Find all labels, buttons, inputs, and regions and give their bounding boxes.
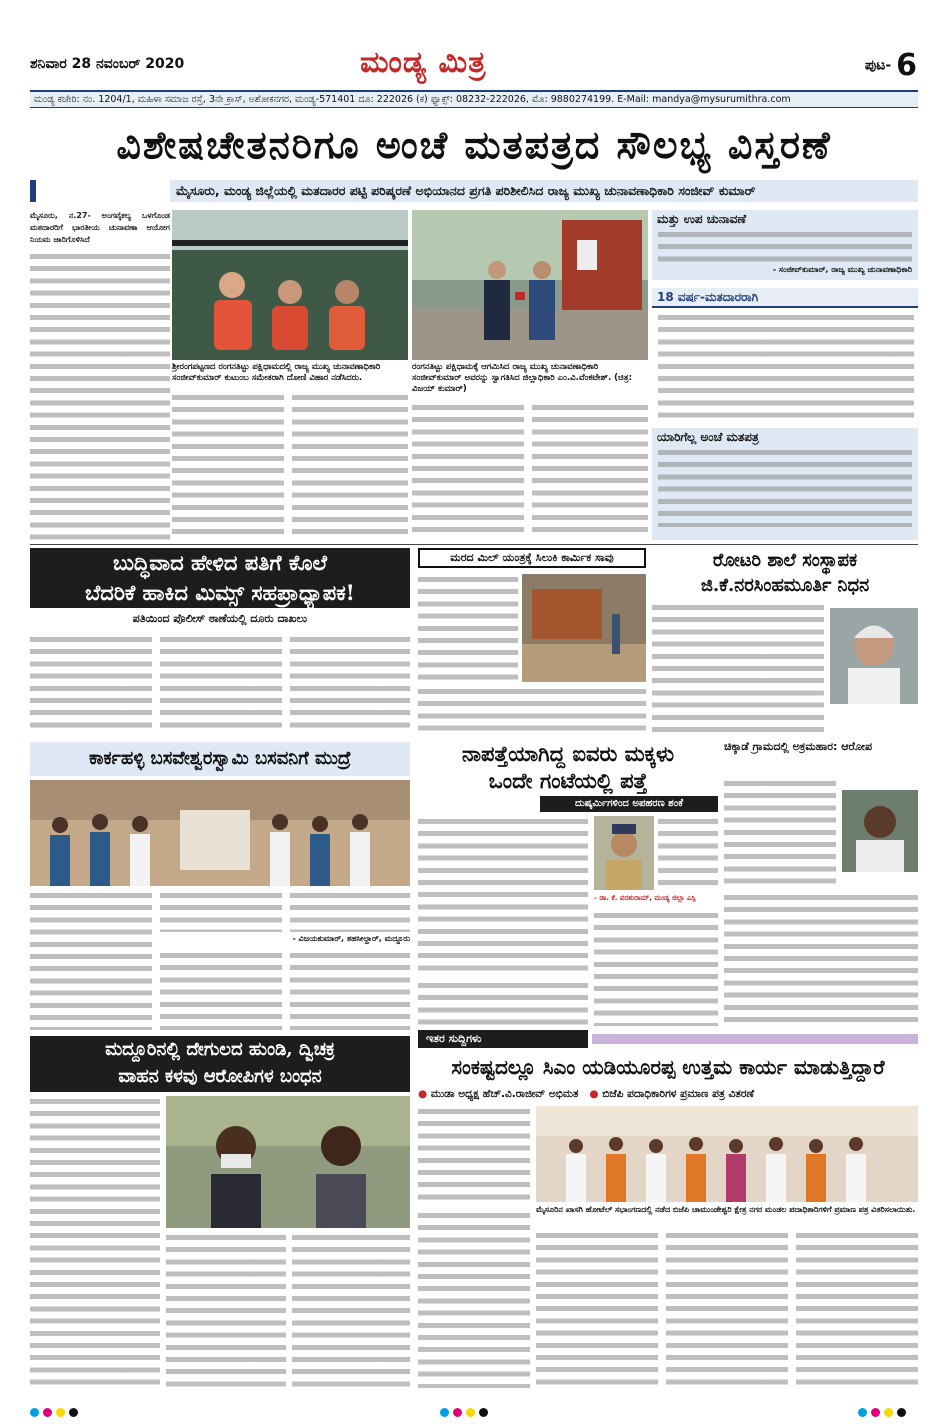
cm-body-col4 bbox=[666, 1230, 788, 1388]
temple-headline-line2: ವಾಹನ ಕಳವು ಆರೋಪಿಗಳ ಬಂಧನ bbox=[118, 1066, 322, 1087]
postal-ballot-title: ಯಾರಿಗೆಲ್ಲ ಅಂಚೆ ಮತಪತ್ರ bbox=[657, 430, 759, 444]
lead-body-column-1 bbox=[30, 210, 170, 540]
threat-subhead: ಪತಿಯಿಂದ ಪೊಲೀಸ್ ಠಾಣೆಯಲ್ಲಿ ದೂರು ದಾಖಲು bbox=[132, 612, 308, 625]
missing-body-col3 bbox=[418, 980, 588, 1026]
registration-marks-right bbox=[858, 1402, 910, 1421]
accused-photo-image bbox=[166, 1096, 410, 1228]
cm-body-col5 bbox=[796, 1230, 918, 1388]
by-election-title: ಮತ್ತು ಉಪ ಚುನಾವಣೆ bbox=[657, 212, 747, 226]
rotary-headline-line1: ರೋಟರಿ ಶಾಲೆ ಸಂಸ್ಥಾಪಕ bbox=[712, 550, 858, 571]
rotary-headline-line2: ಜಿ.ಕೆ.ನರಸಿಂಹಮೂರ್ತಿ ನಿಧನ bbox=[700, 575, 870, 596]
welcome-photo-image bbox=[412, 210, 648, 360]
cm-photo-caption: ಮೈಸೂರಿನ ಖಾಸಗಿ ಹೋಟೆಲ್ ಸಭಾಂಗಣದಲ್ಲಿ ನಡೆದ ಬಿಜೆಪಿ ಚಾಮುಂಡೇಶ್ವರಿ ಕ್ಷೇತ್ರ ನಗರ ಮಂಡಲ ಪದಾಧಿಕಾರಿಗಳಿಗೆ ಪ್ರಮಾಣ ಪತ್ರ ವಿತರಿಸಲಾಯಿತು. bbox=[536, 1205, 916, 1214]
page-number bbox=[865, 48, 917, 83]
subhead-marker bbox=[30, 180, 165, 202]
sp-portrait bbox=[594, 816, 654, 890]
page-label: ಪುಟ- bbox=[864, 57, 892, 74]
cm-subheads bbox=[418, 1086, 918, 1102]
mill-body-col1 bbox=[418, 574, 518, 682]
basava-body-col2 bbox=[160, 890, 282, 932]
cm-subhead-1: ಮುಡಾ ಅಧ್ಯಕ್ಷ ಹೆಚ್.ವಿ.ರಾಜೀವ್ ಅಭಿಮತ bbox=[430, 1088, 579, 1100]
by-election-box bbox=[652, 210, 918, 280]
basava-photo-image bbox=[30, 780, 410, 886]
lead-subhead: ಮೈಸೂರು, ಮಂಡ್ಯ ಜಿಲ್ಲೆಯಲ್ಲಿ ಮತದಾರರ ಪಟ್ಟಿ ಪರಿಷ್ಕರಣೆ ಅಭಿಯಾನದ ಪ್ರಗತಿ ಪರಿಶೀಲಿಸಿದ ರಾಜ್ಯ ಮುಖ್ಯ ಚುನಾವಣಾಧಿಕಾರಿ ಸಂಜೀವ್ ಕುಮಾರ್ bbox=[170, 180, 918, 202]
threat-body-col2 bbox=[160, 634, 282, 734]
lead-dateline: ಮೈಸೂರು, ನ.27- ಅಂಗವೈಕಲ್ಯ ಒಳಗೊಂಡ ಮತದಾರರಿಗೆ ಭಾರತೀಯ ಚುನಾವಣಾ ಆಯೋಗ ನಿಯಮ ಜಾರಿಗೊಳಿಸಿದೆ bbox=[30, 211, 170, 245]
temple-body-col2 bbox=[166, 1232, 286, 1388]
bullet-icon: ● bbox=[589, 1088, 599, 1100]
cm-subhead-2: ಬಿಜೆಪಿ ಪದಾಧಿಕಾರಿಗಳ ಪ್ರಮಾಣ ಪತ್ರ ವಿತರಣೆ bbox=[602, 1088, 755, 1100]
chikkade-body-col2 bbox=[724, 892, 918, 1026]
newspaper-logo: ಮಂಡ್ಯ ಮಿತ್ರ bbox=[360, 45, 487, 80]
rotary-headline-block bbox=[652, 548, 918, 598]
lead-photo2-caption: ರಂಗನತಿಟ್ಟು ಪಕ್ಷಿಧಾಮಕ್ಕೆ ಆಗಮಿಸಿದ ರಾಜ್ಯ ಮುಖ್ಯ ಚುನಾವಣಾಧಿಕಾರಿ ಸಂಜೀವ್‌ಕುಮಾರ್ ಅವರನ್ನು ಸ್ವಾಗತಿಸಿದ ಜಿಲ್ಲಾಧಿಕಾರಿ ಎಂ.ವಿ.ವೆಂಕಟೇಶ್. (ಚಿತ್ರ: ವಿಜಯ್ ಕುಮಾರ್) bbox=[412, 362, 633, 394]
obituary-portrait-image bbox=[830, 608, 918, 704]
basava-body-col1 bbox=[30, 890, 152, 1030]
by-election-text bbox=[658, 229, 912, 265]
basava-author: - ವಿಜಯಕುಮಾರ್, ತಹಸೀಲ್ದಾರ್, ಮದ್ದೂರು bbox=[292, 934, 410, 943]
cm-headline: ಸಂಕಷ್ಟದಲ್ಲೂ ಸಿಎಂ ಯಡಿಯೂರಪ್ಪ ಉತ್ತಮ ಕಾರ್ಯ ಮಾಡುತ್ತಿದ್ದಾರೆ bbox=[451, 1055, 885, 1079]
missing-headline-line2: ಒಂದೇ ಗಂಟೆಯಲ್ಲಿ ಪತ್ತೆ bbox=[488, 768, 648, 793]
missing-body-col2 bbox=[594, 910, 718, 1026]
registration-marks-left bbox=[30, 1402, 82, 1421]
voter-box-title: 18 ವರ್ಷ-ಮತದಾರರಾಗಿ bbox=[657, 290, 759, 304]
lead-body-column-4 bbox=[412, 402, 524, 538]
mill-headline: ಮರದ ಮಿಲ್ ಯಂತ್ರಕ್ಕೆ ಸಿಲುಕಿ ಕಾರ್ಮಿಕ ಸಾವು bbox=[418, 548, 646, 568]
rotary-body bbox=[652, 602, 824, 734]
by-election-author: - ಸಂಜೀವ್‌ಕುಮಾರ್, ರಾಜ್ಯ ಮುಖ್ಯ ಚುನಾವಣಾಧಿಕಾರಿ bbox=[772, 265, 912, 274]
bullet-icon: ● bbox=[418, 1088, 428, 1100]
voter-box-text bbox=[658, 312, 914, 422]
chikkade-headline: ಚಿಕ್ಕಾಡೆ ಗ್ರಾಮದಲ್ಲಿ ಅಕ್ರಮಹಾರ: ಆರೋಪ bbox=[724, 740, 873, 753]
section-divider bbox=[30, 544, 918, 545]
cm-group-photo-image bbox=[536, 1106, 918, 1202]
temple-body-col1 bbox=[30, 1096, 160, 1388]
missing-headline-line1: ನಾಪತ್ತೆಯಾಗಿದ್ದ ಐವರು ಮಕ್ಕಳು bbox=[461, 741, 675, 766]
issue-date: ಶನಿವಾರ 28 ನವಂಬರ್ 2020 bbox=[30, 56, 185, 72]
lead-body-column-3 bbox=[292, 392, 408, 538]
mill-body-col2 bbox=[418, 686, 646, 736]
lead-body-column-5 bbox=[532, 402, 648, 538]
body-text-lines bbox=[30, 251, 170, 540]
basava-headline: ಕಾರ್ಕಹಳ್ಳಿ ಬಸವೇಶ್ವರಸ್ವಾಮಿ ಬಸವನಿಗೆ ಮುದ್ರೆ bbox=[30, 742, 410, 776]
lead-headline: ವಿಶೇಷಚೇತನರಿಗೂ ಅಂಚೆ ಮತಪತ್ರದ ಸೌಲಭ್ಯ ವಿಸ್ತರಣೆ bbox=[116, 122, 832, 167]
threat-headline-line2: ಬೆದರಿಕೆ ಹಾಕಿದ ಮಿಮ್ಸ್ ಸಹಪ್ರಾಧ್ಯಾಪಕ! bbox=[85, 580, 355, 605]
postal-ballot-box bbox=[652, 428, 918, 540]
missing-headline-block bbox=[418, 740, 718, 794]
missing-quote-author: - ಡಾ. ಕೆ. ಪರಶುರಾಮ್, ಮಂಡ್ಯ ಜಿಲ್ಲಾ ಎಸ್ಪಿ bbox=[594, 894, 696, 902]
cm-body-col1 bbox=[418, 1106, 530, 1206]
office-address-bar: ಮಂಡ್ಯ ಕಚೇರಿ: ನಂ. 1204/1, ಮಹಿಳಾ ಸಮಾಜ ರಸ್ತೆ, 3ನೇ ಕ್ರಾಸ್, ಅಶೋಕನಗರ, ಮಂಡ್ಯ-571401 ದೂ: 222026 (ಕ) ಫ್ಯಾಕ್ಸ್: 08232-222026, ಮೊ: 9880274199. E-Mail: mandya@mysurumithra.com bbox=[30, 90, 918, 108]
missing-subhead: ದುಷ್ಕರ್ಮಿಗಳಿಂದ ಅಪಹರಣ ಶಂಕೆ bbox=[540, 796, 718, 812]
other-news-band bbox=[592, 1034, 918, 1044]
boat-photo-image bbox=[172, 210, 408, 360]
chikkade-portrait-image bbox=[842, 790, 918, 872]
chikkade-portrait bbox=[842, 790, 918, 872]
basava-photo bbox=[30, 780, 410, 886]
threat-body-col3 bbox=[290, 634, 410, 734]
threat-headline-line1: ಬುದ್ಧಿವಾದ ಹೇಳಿದ ಪತಿಗೆ ಕೊಲೆ bbox=[113, 550, 327, 575]
obituary-portrait bbox=[830, 608, 918, 704]
chikkade-body-col1 bbox=[724, 778, 836, 888]
mill-photo-image bbox=[522, 574, 646, 682]
page-number-value: 6 bbox=[896, 48, 917, 83]
cm-body-col2 bbox=[418, 1210, 530, 1388]
voter-box-header bbox=[652, 288, 918, 308]
lead-photo-welcome bbox=[412, 210, 648, 360]
sp-portrait-image bbox=[594, 816, 654, 890]
lead-photo1-caption: ಶ್ರೀರಂಗಪಟ್ಟಣದ ರಂಗನತಿಟ್ಟು ಪಕ್ಷಿಧಾಮದಲ್ಲಿ ರಾಜ್ಯ ಮುಖ್ಯ ಚುನಾವಣಾಧಿಕಾರಿ ಸಂಜೀವ್‌ಕುಮಾರ್ ಕುಟುಂಬ ಸಮೇತರಾಗಿ ದೋಣಿ ವಿಹಾರ ನಡೆಸಿದರು. bbox=[172, 362, 381, 383]
mill-photo bbox=[522, 574, 646, 682]
threat-body-col1 bbox=[30, 634, 152, 734]
accused-photo bbox=[166, 1096, 410, 1228]
lead-photo-boat bbox=[172, 210, 408, 360]
postal-ballot-text bbox=[658, 447, 912, 527]
temple-headline-line1: ಮದ್ದೂರಿನಲ್ಲಿ ದೇಗುಲದ ಹುಂಡಿ, ದ್ವಿಚಕ್ರ bbox=[105, 1039, 335, 1060]
cm-group-photo bbox=[536, 1106, 918, 1202]
basava-body-col5 bbox=[290, 950, 410, 1030]
basava-body-col4 bbox=[160, 950, 282, 1030]
basava-body-col3 bbox=[290, 890, 410, 932]
registration-marks-center bbox=[440, 1402, 492, 1421]
other-news-label: ಇತರ ಸುದ್ದಿಗಳು bbox=[418, 1030, 588, 1048]
missing-quote-text bbox=[658, 816, 718, 890]
missing-body-col1 bbox=[418, 816, 588, 976]
threat-headline-block bbox=[30, 548, 410, 608]
temple-headline-block bbox=[30, 1036, 410, 1092]
lead-body-column-2 bbox=[172, 392, 284, 538]
cm-body-col3 bbox=[536, 1230, 658, 1388]
temple-body-col3 bbox=[292, 1232, 410, 1388]
